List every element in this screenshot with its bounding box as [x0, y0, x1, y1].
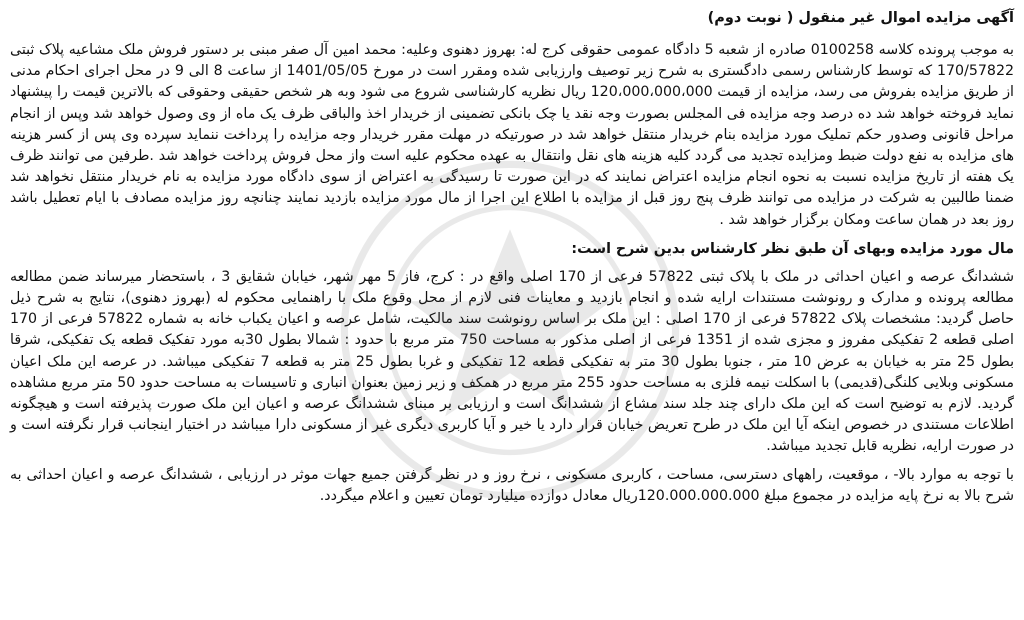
appraisal-conclusion-paragraph: با توجه به موارد بالا- ، موقعیت، راههای دسترسی، مساحت ، کاربری مسکونی ، نرخ روز و در نظر گرفتن جمیع جهات موثر در ارزیابی ، ششدانگ عرصه و اعیان احداثی به شرح بالا به نرخ پایه مزایده در مجموع مبلغ 120.000.000.000ریال معادل دوازده میلیارد تومان تعیین و اعلام میگردد. — [10, 466, 1014, 504]
notice-title: آگهی مزایده اموال غیر منقول ( نوبت دوم) — [707, 10, 1014, 26]
property-description-paragraph: ششدانگ عرصه و اعیان احداثی در ملک با پلاک ثبتی 57822 فرعی از 170 اصلی واقع در : کرج، فاز 5 مهر شهر، خیابان شقایق 3 ، باستحضار میرساند ضمن مطالعه مطالعه پرونده و مدارک و رونوشت مستندات ارایه شده و انجام بازدید و معاینات فنی لازم از محل وقوع ملک با راهنمایی محکوم له (بهروز دهنوی)، نتایج به شرح ذیل حاصل گردید: مشخصات پلاک 57822 فرعی از 170 اصلی : این ملک بر اساس رونوشت سند مالکیت، شامل عرصه و اعیان یکباب خانه به شماره 57822 فرعی از 170 اصلی قطعه 2 تفکیکی مفروز و مجزی شده از 1351 فرعی از اصلی مذکور به مساحت 750 متر مربع با حدود : شمالا بطول 30به مورد تفکیک قطعه یک تفکیکی، شرقا بطول 25 متر به خیابان به عرض 10 متر ، جنوبا بطول 30 متر به تفکیکی قطعه 12 تفکیکی و غربا بطول 25 متر به قطعه 7 تفکیکی میباشد. در عرصه این ملک اعیان مسکونی وبلایی کلنگی(قدیمی) با اسکلت نیمه فلزی به مساحت حدود 255 متر مربع در همکف و زیر زمین بعنوان انباری و تاسیسات به مساحت حدود 50 متر مربع مشاهده گردید. لازم به توضیح است که این ملک دارای چند جلد سند مشاع از ششدانگ است و ارزیابی بر مبنای ششدانگ عرصه و اعیان این ملک صورت پذیرفته است و هیچگونه اطلاعات مستندی در خصوص اینکه آیا این ملک در طرح تعریض خیابان قرار دارد یا خیر و آیا کاربری دیگری غیر از مسکونی دارا میباشد در اختیار اینجانب قرار نگرفته است و در صورت ارایه، نظریه قابل تجدید میباشد. — [10, 268, 1015, 455]
notice-intro-paragraph: به موجب پرونده کلاسه 0100258 صادره از شعبه 5 دادگاه عمومی حقوقی کرج له: بهروز دهنوی وعلیه: محمد امین آل صفر مبنی بر دستور فروش ملک مشاعیه پلاک ثبتی 170/57822 که توسط کارشناس رسمی دادگستری به شرح زیر توصیف وارزیابی شده ومقرر است در مورخ 1401/05/05 از ساعت 8 الی 9 در محل اجرای احکام مدنی از طریق مزایده بفروش می رسد، مزایده از قیمت 120،000،000،000 ریال نظریه کارشناسی شروع می شود وبه هر شخص حقیقی وحقوقی که بالاترین قیمت را پیشنهاد نماید فروخته خواهد شد ده درصد وجه مزایده فی المجلس بصورت وجه نقد یا چک بانکی تضمینی از خریدار اخذ والباقی ظرف یک ماه از وی وصول خواهد شد وپس از انجام مراحل قانونی وصدور حکم تملیک مورد مزایده بنام خریدار منتقل خواهد شد در صورتیکه در مهلت مقرر خریدار وجه مزایده را پرداخت ننماید سپرده وی پس از کسر هزینه های مزایده به نفع دولت ضبط ومزایده تجدید می گردد کلیه هزینه های نقل وانتقال به عهده محکوم علیه است واز محل فروش پرداخت خواهد شد .طرفین می توانند ظرف یک هفته از تاریخ مزایده نسبت به نحوه انجام مزایده اعتراض نمایند که در این صورت تا رسیدگی به اعتراض از سوی دادگاه مورد مزایده به نام خریدار منتقل نخواهد شد ضمنا طالبین به شرکت در مزایده می توانند ظرف پنج روز قبل از مزایده با اطلاع این اجرا از مال مورد مزایده بازدید نمایند چنانچه روز مزایده مصادف با ایام تعطیل باشد روز بعد در همان ساعت ومکان برگزار خواهد شد . — [10, 42, 1014, 228]
appraisal-subtitle: مال مورد مزایده وبهای آن طبق نظر کارشناس بدین شرح است: — [571, 240, 1014, 257]
